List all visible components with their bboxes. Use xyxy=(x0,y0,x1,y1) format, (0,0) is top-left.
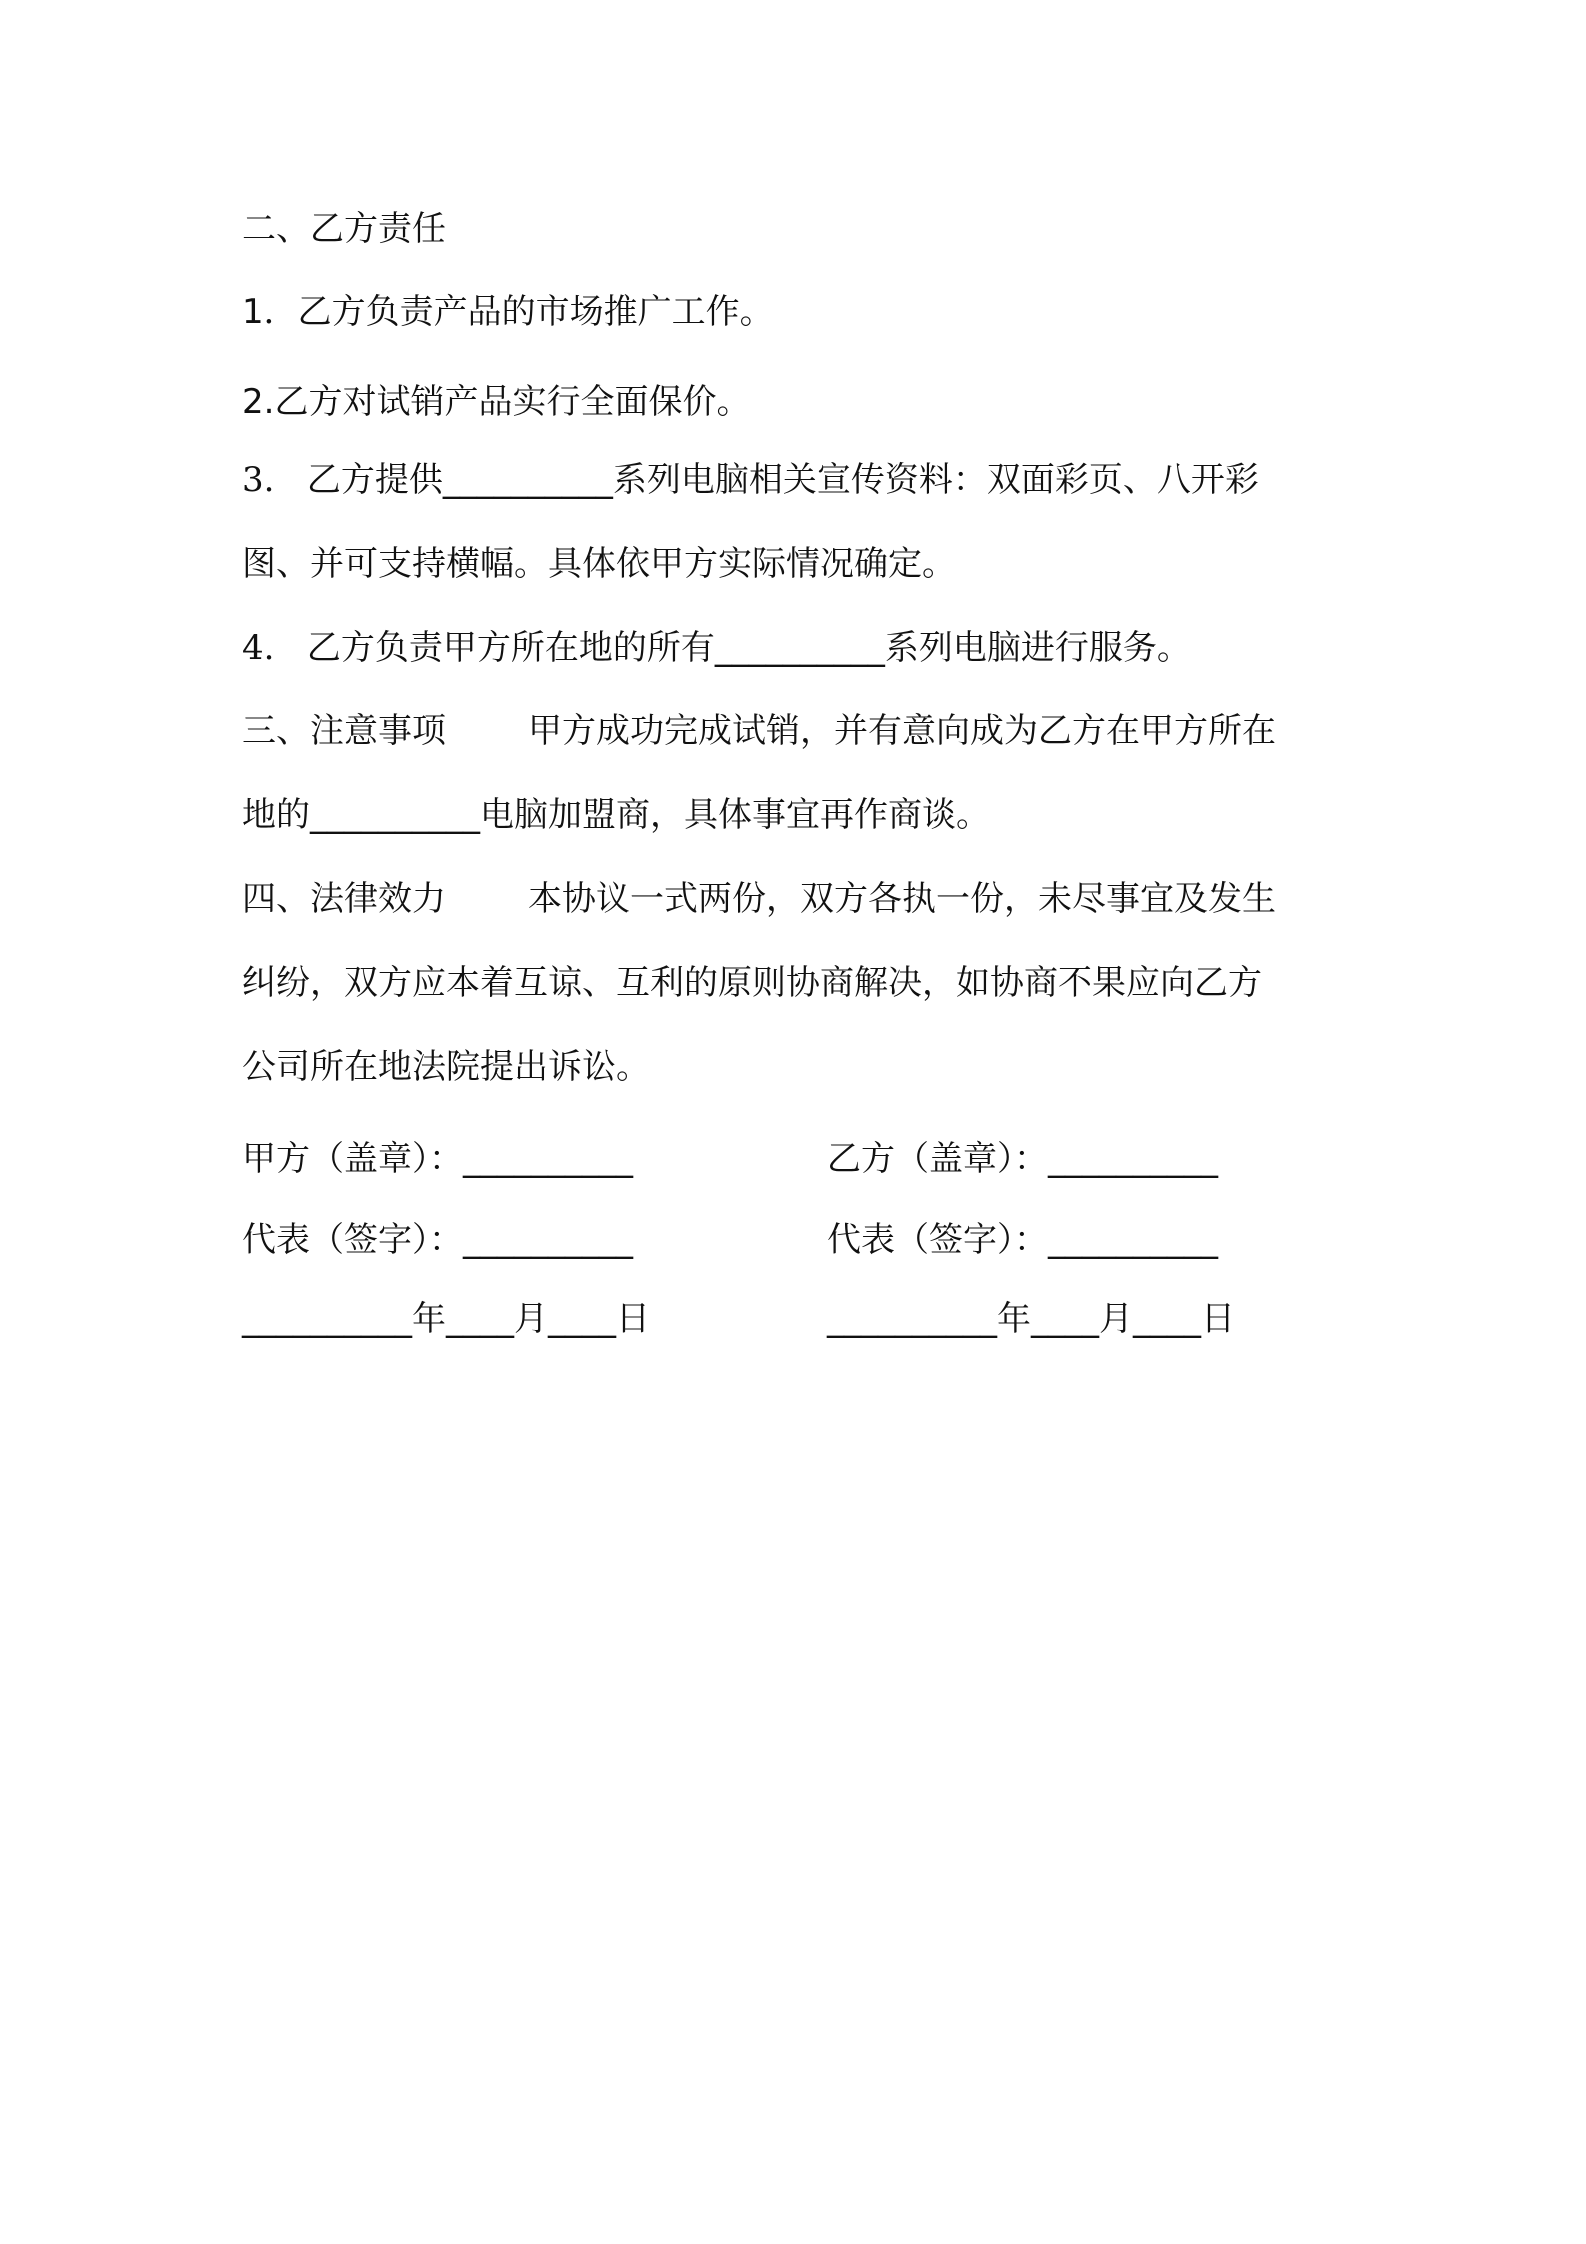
section-3-heading: 三、注意事项 xyxy=(242,711,446,751)
item-3-number: 3. xyxy=(242,460,275,500)
party-b-seal: 乙方（盖章）：__________ xyxy=(827,1139,1218,1179)
section-3-line-1 xyxy=(242,707,1362,755)
section-2-heading: 二、乙方责任 xyxy=(242,209,446,249)
section-4-line-2: 纠纷，双方应本着互谅、互利的原则协商解决，如协商不果应向乙方 xyxy=(242,963,1262,1003)
section-4-heading: 四、法律效力 xyxy=(242,879,446,919)
section-2-item-1: 1．乙方负责产品的市场推广工作。 xyxy=(242,292,774,332)
party-b-representative: 代表（签字）：__________ xyxy=(827,1220,1218,1260)
section-4-line-1 xyxy=(242,875,1362,923)
party-a-seal: 甲方（盖章）：__________ xyxy=(242,1139,633,1179)
section-2-item-4 xyxy=(242,624,1362,672)
item-3-text: 乙方提供__________系列电脑相关宣传资料：双面彩页、八开彩 xyxy=(306,460,1259,500)
party-a-date: __________年____月____日 xyxy=(242,1299,650,1339)
party-b-date: __________年____月____日 xyxy=(827,1299,1235,1339)
section-2-item-2: 2.乙方对试销产品实行全面保价。 xyxy=(242,382,751,422)
section-2-item-3-continued: 图、并可支持横幅。具体依甲方实际情况确定。 xyxy=(242,544,956,584)
section-4-text-1: 本协议一式两份，双方各执一份，未尽事宜及发生 xyxy=(528,879,1276,919)
item-4-text: 乙方负责甲方所在地的所有__________系列电脑进行服务。 xyxy=(306,628,1191,668)
section-4-line-3: 公司所在地法院提出诉讼。 xyxy=(242,1047,650,1087)
party-a-representative: 代表（签字）：__________ xyxy=(242,1220,633,1260)
section-3-text-1: 甲方成功完成试销，并有意向成为乙方在甲方所在 xyxy=(528,711,1276,751)
section-2-item-3 xyxy=(242,456,1362,504)
section-3-line-2: 地的__________电脑加盟商，具体事宜再作商谈。 xyxy=(242,795,990,835)
item-4-number: 4. xyxy=(242,628,275,668)
